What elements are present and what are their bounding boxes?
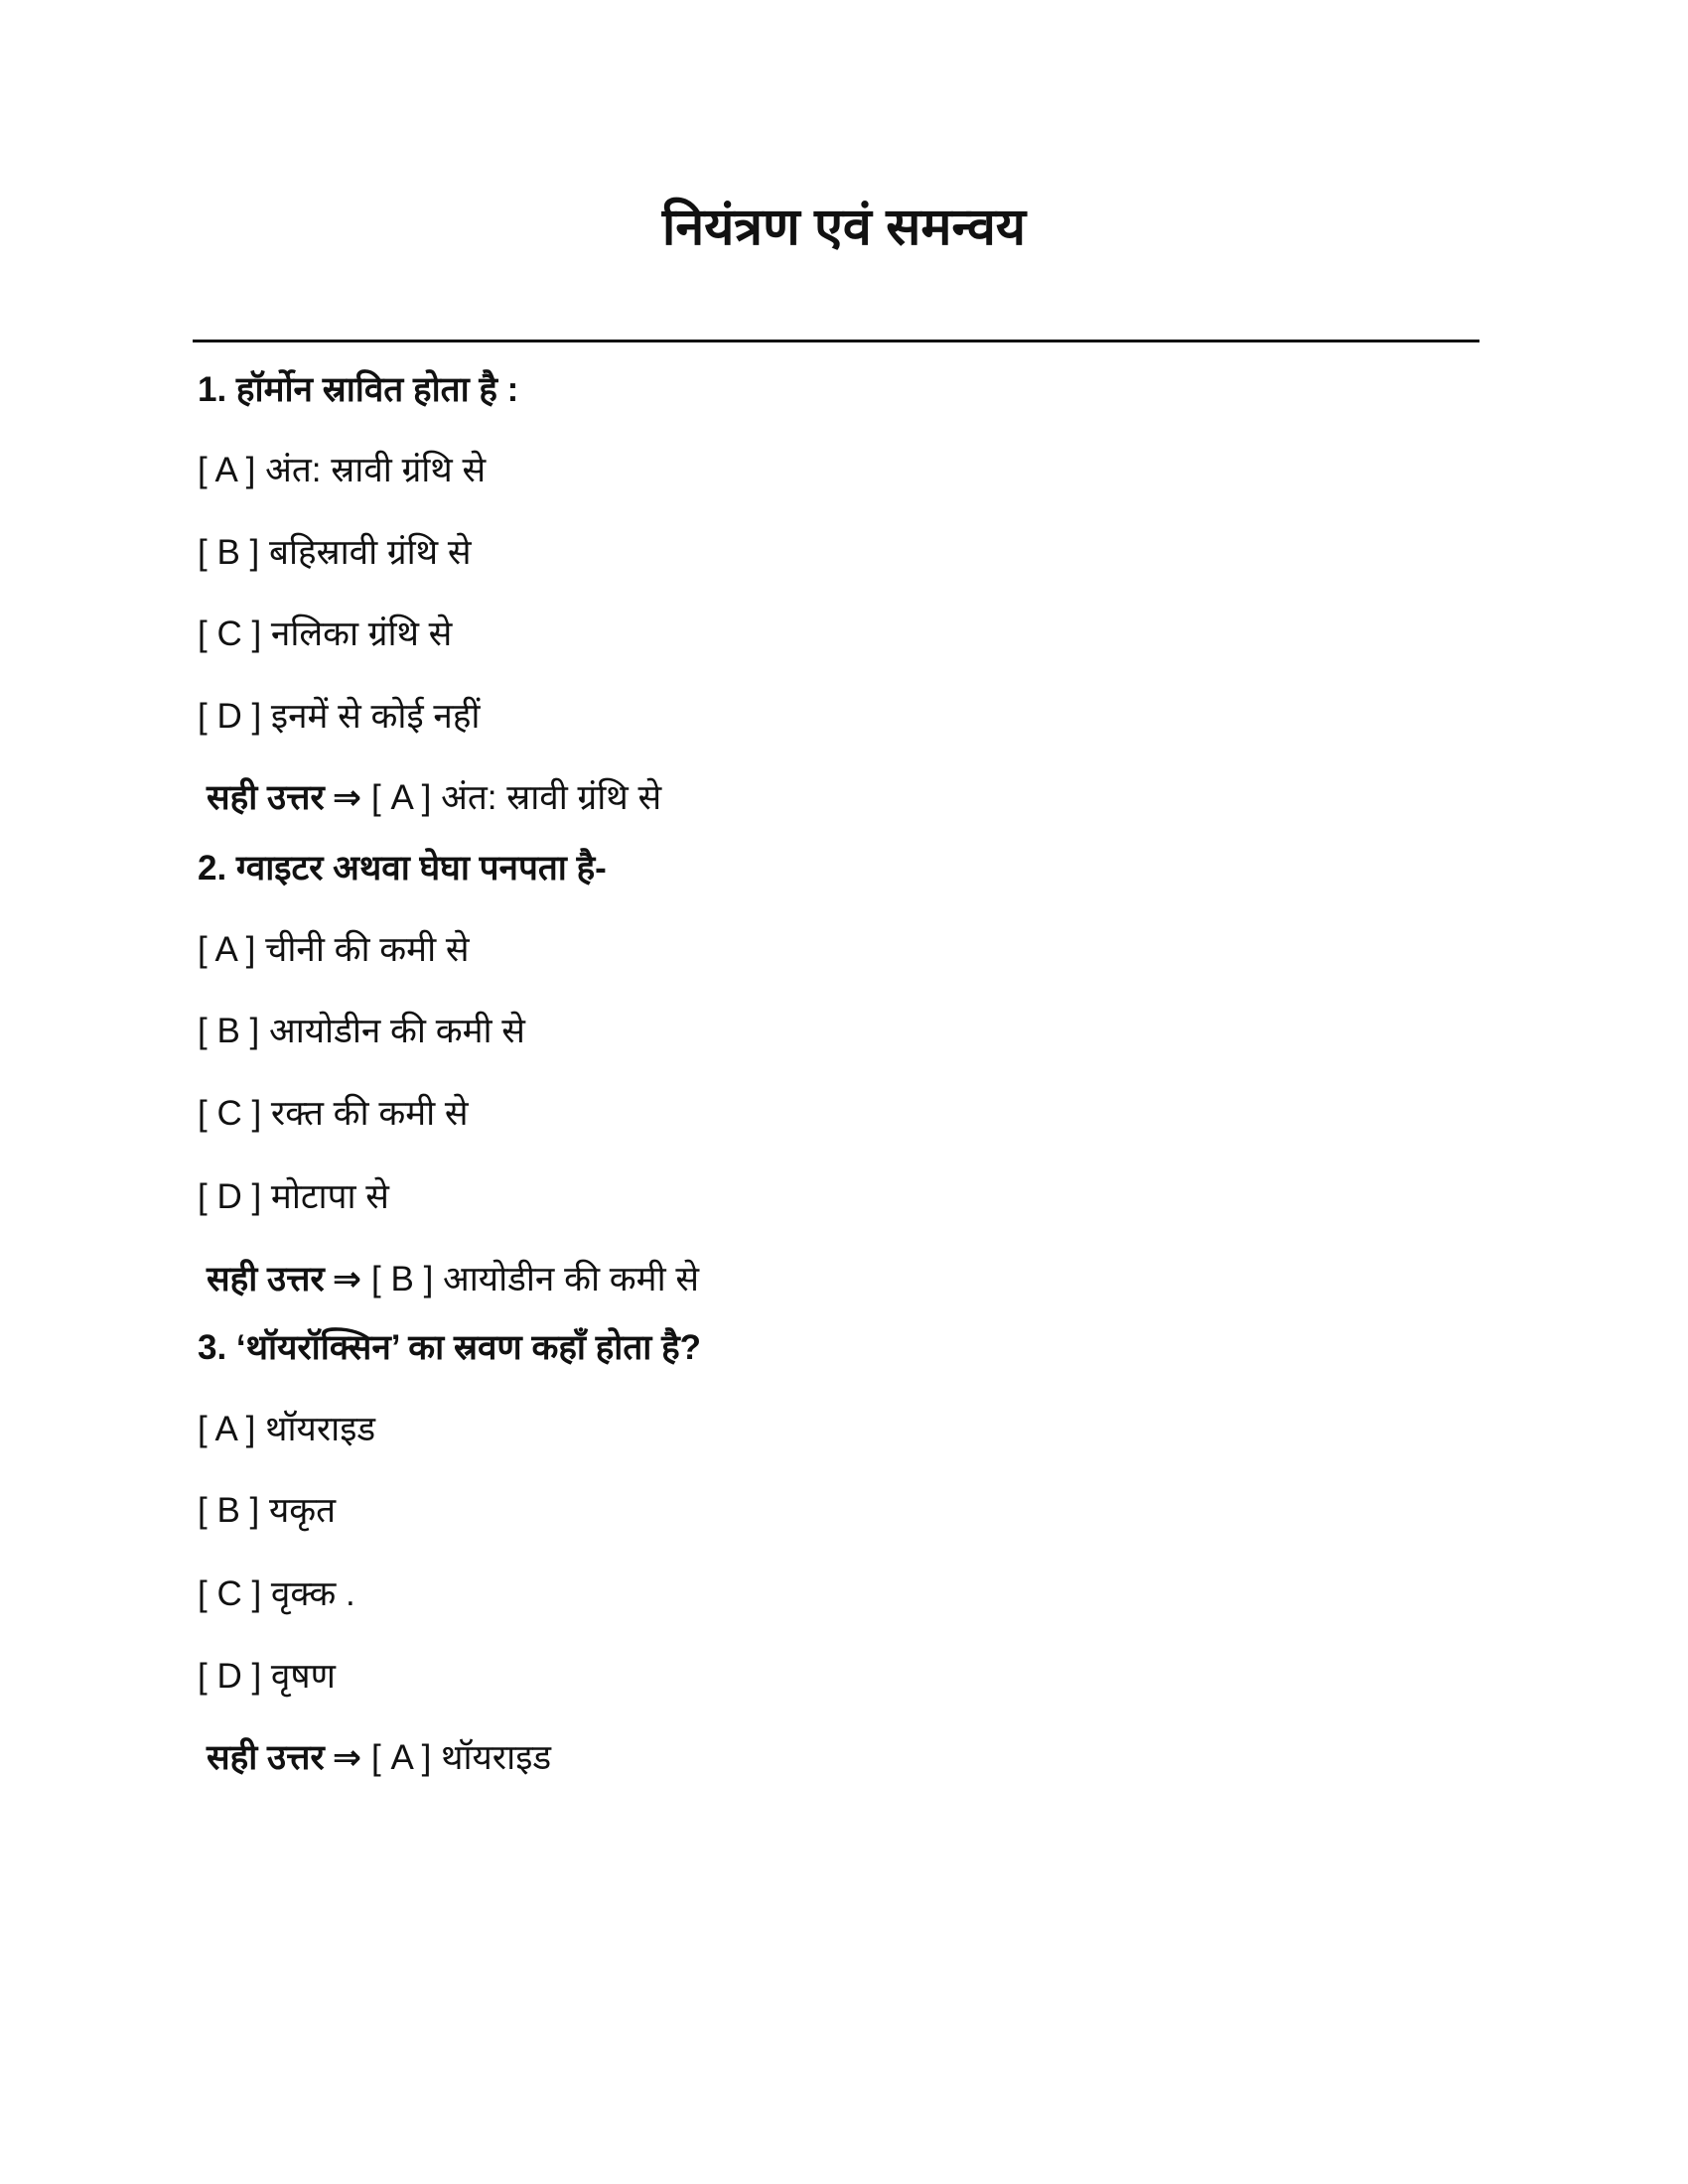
arrow-icon: ⇒ (332, 778, 362, 817)
answer-label: सही उत्तर (207, 778, 325, 817)
divider (193, 340, 1479, 342)
option-d: [ D ] मोटापा से (198, 1177, 389, 1216)
question-text: 1. हॉर्मोन स्रावित होता है : (198, 370, 519, 409)
answer-value: [ A ] अंत: स्रावी ग्रंथि से (371, 778, 662, 817)
option-b: [ B ] बहिस्रावी ग्रंथि से (198, 533, 472, 572)
arrow-icon: ⇒ (332, 1738, 362, 1777)
option-a: [ A ] चीनी की कमी से (198, 930, 470, 969)
option-a: [ A ] अंत: स्रावी ग्रंथि से (198, 451, 487, 489)
correct-answer (207, 774, 661, 822)
correct-answer (207, 1256, 699, 1303)
question-text: 2. ग्वाइटर अथवा घेघा पनपता है- (198, 849, 607, 887)
option-c: [ C ] नलिका ग्रंथि से (198, 614, 453, 653)
option-c: [ C ] रक्त की कमी से (198, 1094, 469, 1133)
option-c: [ C ] वृक्क . (198, 1574, 355, 1613)
page-title: नियंत्रण एवं समन्वय (661, 199, 1027, 256)
option-d: [ D ] वृषण (198, 1657, 336, 1696)
option-b: [ B ] आयोडीन की कमी से (198, 1012, 525, 1050)
answer-label: सही उत्तर (207, 1738, 325, 1777)
question-text: 3. ‘थॉयरॉक्सिन’ का स्रवण कहाँ होता है? (198, 1328, 702, 1367)
answer-label: सही उत्तर (207, 1260, 325, 1298)
option-a: [ A ] थॉयराइड (198, 1410, 376, 1448)
arrow-icon: ⇒ (332, 1260, 362, 1298)
option-b: [ B ] यकृत (198, 1491, 337, 1530)
answer-value: [ B ] आयोडीन की कमी से (371, 1260, 700, 1298)
correct-answer (207, 1734, 551, 1782)
answer-value: [ A ] थॉयराइड (371, 1738, 552, 1777)
option-d: [ D ] इनमें से कोई नहीं (198, 697, 481, 736)
